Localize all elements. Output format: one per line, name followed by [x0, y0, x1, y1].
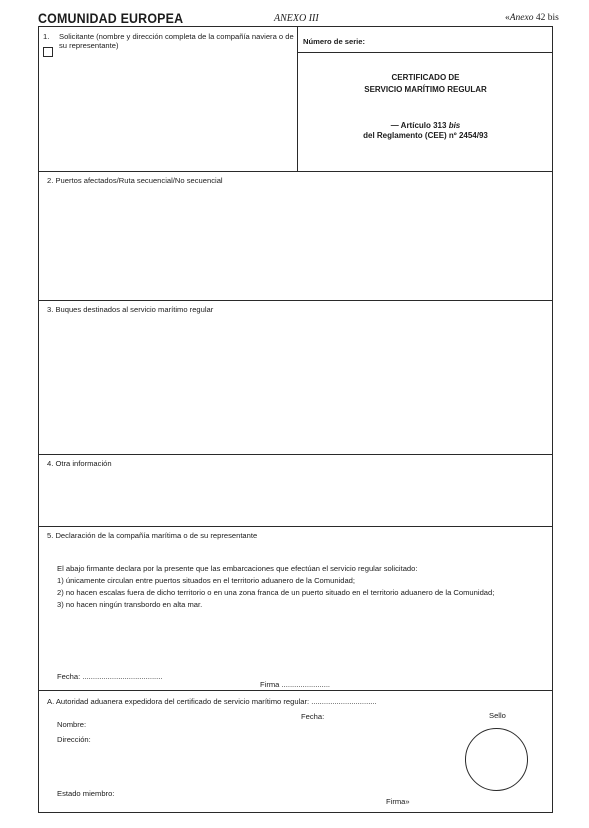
divider-box3: [38, 300, 553, 301]
box4-label: 4. Otra información: [47, 459, 112, 468]
applicant-checkbox[interactable]: [43, 47, 53, 57]
seal-circle: [465, 728, 528, 791]
box1-label-line1: Solicitante (nombre y dirección completa de la compañía naviera o de: [59, 32, 294, 41]
serial-number-label: Número de serie:: [303, 37, 366, 46]
article-bis: bis: [448, 121, 461, 130]
boxA-label: A. Autoridad aduanera expedidora del certificado de servicio marítimo regular: ...............................: [47, 697, 377, 706]
annex-reference: [505, 13, 559, 23]
boxA-signature-label: Firma»: [386, 797, 410, 806]
box1-label-line2: su representante): [59, 41, 119, 50]
box1-number: 1.: [43, 32, 50, 41]
address-label: Dirección:: [57, 735, 91, 744]
divider-box4: [38, 454, 553, 455]
box5-signature-field: Firma .......................: [260, 680, 331, 689]
regulation-reference: del Reglamento (CEE) nº 2454/93: [363, 131, 488, 140]
box5-label: 5. Declaración de la compañía marítima o de su representante: [47, 531, 258, 540]
article-reference: [298, 121, 553, 131]
declaration-item-1: 1) únicamente circulan entre puertos situados en el territorio aduanero de la Comunidad;: [57, 576, 356, 585]
boxA-date-label: Fecha:: [301, 712, 325, 721]
box5-date-field: Fecha: ......................................: [57, 672, 163, 681]
member-state-label: Estado miembro:: [57, 789, 115, 798]
page-header-title: COMUNIDAD EUROPEA: [38, 11, 184, 26]
annex-reference-quote: «: [505, 13, 510, 23]
box3-label: 3. Buques destinados al servicio marítimo regular: [47, 305, 214, 314]
annex-reference-italic: Anexo: [509, 13, 534, 23]
name-label: Nombre:: [57, 720, 87, 729]
certificate-title-line2: SERVICIO MARÍTIMO REGULAR: [364, 85, 487, 94]
form-frame: [38, 26, 553, 813]
annex-label: ANEXO III: [274, 13, 319, 24]
declaration-intro: El abajo firmante declara por la presente que las embarcaciones que efectúan el servicio regular solicitado:: [57, 564, 418, 573]
divider-box5: [38, 526, 553, 527]
article-prefix: — Artículo 313: [390, 121, 449, 130]
seal-label: Sello: [489, 711, 506, 720]
annex-reference-rest: 42 bis: [533, 13, 559, 23]
certificate-title-line1: CERTIFICADO DE: [391, 73, 460, 82]
box1-divider: [297, 26, 298, 171]
serial-divider: [297, 52, 553, 53]
divider-boxA: [38, 690, 553, 691]
divider-box2: [38, 171, 553, 172]
declaration-item-3: 3) no hacen ningún transbordo en alta mar.: [57, 600, 203, 609]
declaration-item-2: 2) no hacen escalas fuera de dicho territorio o en una zona franca de un puerto situado en el territorio aduanero de la Comunidad;: [57, 588, 495, 597]
box2-label: 2. Puertos afectados/Ruta secuencial/No secuencial: [47, 176, 223, 185]
